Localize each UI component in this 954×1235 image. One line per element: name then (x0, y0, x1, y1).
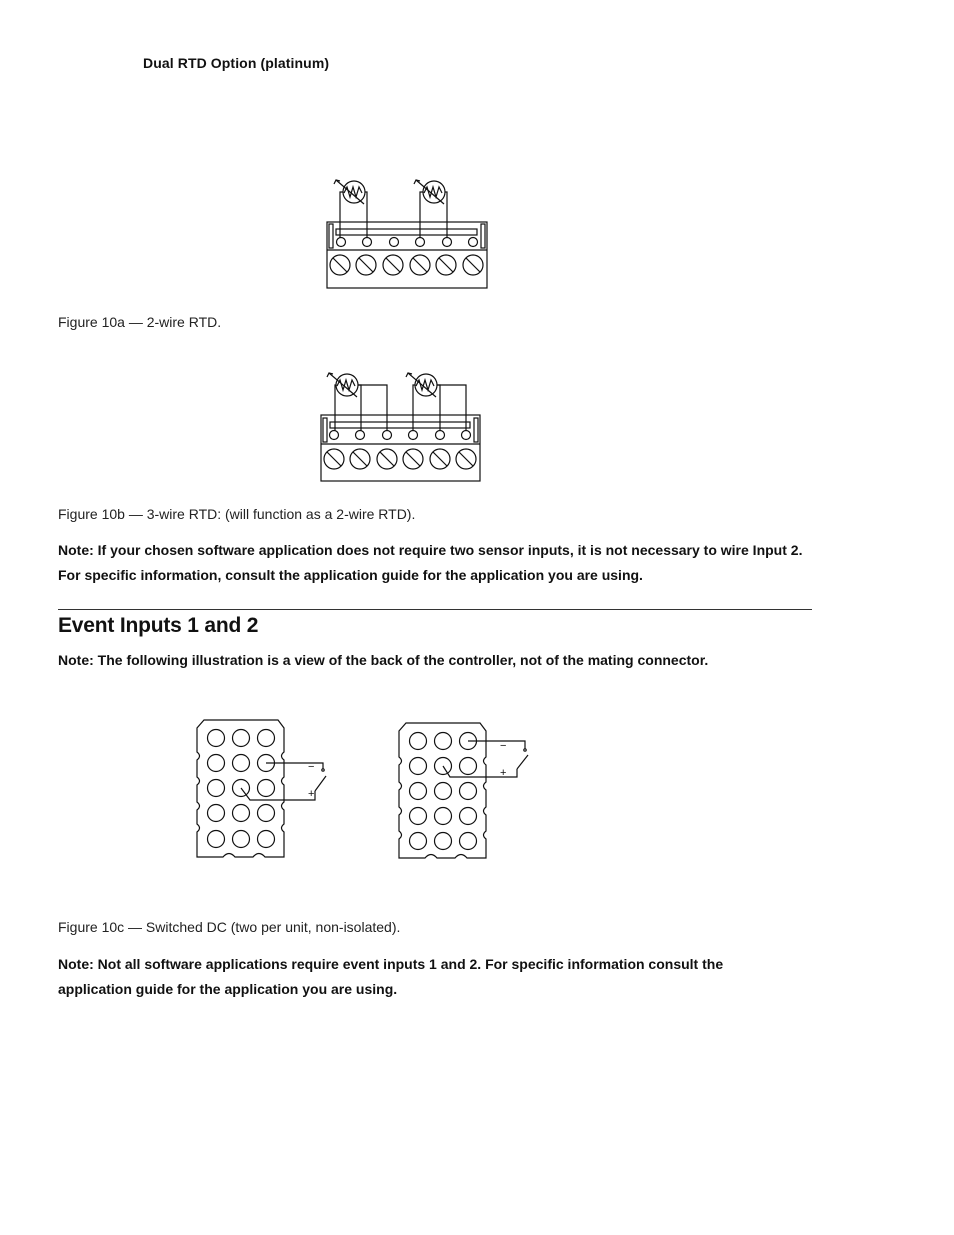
connector-pins (410, 733, 477, 850)
section-heading-event-inputs: Event Inputs 1 and 2 (58, 614, 259, 637)
terminal-block-6 (321, 415, 480, 481)
terminal-holes (330, 431, 471, 440)
rtd-sensor-1 (327, 373, 358, 397)
figure-10a-caption: Figure 10a — 2-wire RTD. (58, 314, 222, 330)
figure-10c-diagram (190, 712, 550, 867)
note-event-inputs: Note: Not all software applications require event inputs 1 and 2. For specific information consult the application guide for the application you are using. (58, 956, 724, 997)
switch-plus-label: + (308, 788, 315, 800)
connector-right (399, 723, 528, 858)
terminal-block-6 (327, 222, 487, 288)
section-divider (58, 609, 812, 610)
figure-10a-diagram (320, 170, 500, 295)
figure-10b-diagram (314, 363, 494, 488)
note-sensor-inputs: Note: If your chosen software application does not require two sensor inputs, it is not necessary to wire Input 2. For specific information, consult the application guide for the application you are using. (58, 542, 803, 583)
figure-10b-caption: Figure 10b — 3-wire RTD: (will function as a 2-wire RTD). (58, 506, 416, 522)
switch-plus-label: + (500, 767, 507, 779)
connector-left (197, 720, 326, 857)
rtd-sensor-1 (334, 180, 365, 204)
terminal-screws (324, 449, 476, 469)
rtd-sensor-2 (406, 373, 437, 397)
section-subheading: Dual RTD Option (platinum) (143, 55, 330, 71)
sensor-leads (335, 385, 466, 431)
rtd-sensor-2 (414, 180, 445, 204)
note-back-view: Note: The following illustration is a view of the back of the controller, not of the mating connector. (58, 652, 709, 668)
terminal-holes (337, 238, 478, 247)
figure-10c-caption: Figure 10c — Switched DC (two per unit, non-isolated). (58, 919, 401, 935)
switch-minus-label: − (308, 761, 315, 773)
terminal-screws (330, 255, 483, 275)
switch-minus-label: − (500, 740, 507, 752)
